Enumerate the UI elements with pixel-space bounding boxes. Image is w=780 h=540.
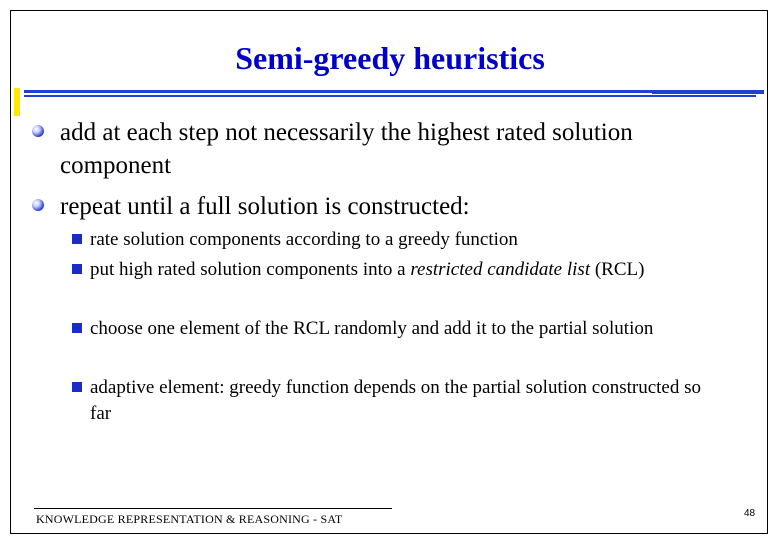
restricted-candidate-list-term: restricted candidate list [410, 259, 591, 280]
square-bullet-icon [72, 382, 82, 392]
subbullet-text-end: (RCL) [590, 259, 645, 280]
subbullet-text-start: put high rated solution components into a [90, 259, 411, 280]
bullet-text: repeat until a full solution is constructed: [60, 193, 470, 220]
bullet-text: add at each step not necessarily the highest rated solution component [60, 119, 633, 179]
subbullet-text [70, 257, 710, 283]
bullet-item [26, 116, 746, 182]
subbullet-text: adaptive element: greedy function depends on the partial solution constructed so far [90, 377, 701, 424]
page-number: 48 [744, 508, 756, 519]
footer-rule [34, 508, 392, 509]
square-bullet-icon [72, 264, 82, 274]
slide-title: Semi-greedy heuristics [235, 40, 545, 76]
slide-footer: KNOWLEDGE REPRESENTATION & REASONING - SAT [36, 512, 343, 526]
subbullet-text: rate solution components according to a greedy function [90, 229, 518, 250]
square-bullet-icon [72, 323, 82, 333]
sphere-bullet-icon [32, 125, 44, 137]
subbullet-item [70, 227, 710, 253]
subbullet-item [70, 375, 710, 427]
sphere-bullet-icon [32, 199, 44, 211]
title-accent-bar [14, 88, 20, 116]
subbullet-item [70, 257, 710, 283]
square-bullet-icon [72, 234, 82, 244]
title-underline-tail [652, 90, 764, 94]
subbullet-text: choose one element of the RCL randomly and add it to the partial solution [90, 318, 654, 339]
bullet-item [26, 190, 746, 223]
title-underline [24, 90, 756, 93]
subbullet-item [70, 316, 710, 342]
title-underline-secondary [24, 95, 756, 97]
